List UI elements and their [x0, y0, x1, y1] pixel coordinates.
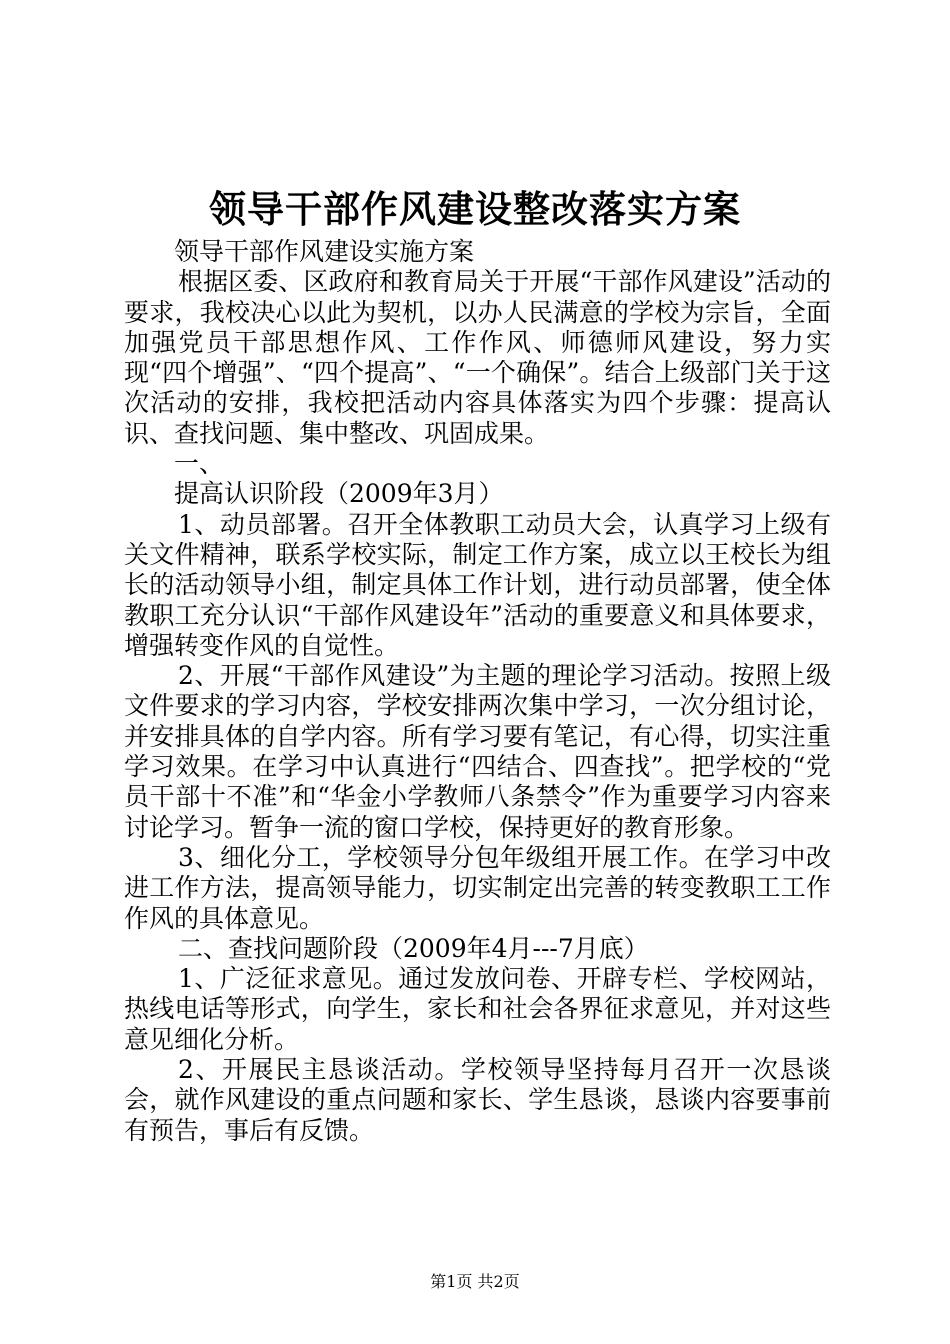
- paragraph-item-study: 2、开展“干部作风建设”为主题的理论学习活动。按照上级文件要求的学习内容，学校安排两次集中学习，一次分组讨论，并安排具体的自学内容。所有学习要有笔记，有心得，切实注重学习效果。在学习中认真进行“四结合、四查找”。把学校的“党员干部十不准”和“华金小学教师八条禁令”作为重要学习内容来讨论学习。暂争一流的窗口学校，保持更好的教育形象。: [124, 661, 831, 842]
- paragraph-item-dialogue: 2、开展民主恳谈活动。学校领导坚持每月召开一次恳谈会，就作风建设的重点问题和家长、学生恳谈，恳谈内容要事前有预告，事后有反馈。: [124, 1055, 831, 1145]
- paragraph-item-mobilize: 1、动员部署。召开全体教职工动员大会，认真学习上级有关文件精神，联系学校实际，制定工作方案，成立以王校长为组长的活动领导小组，制定具体工作计划，进行动员部署，使全体教职工充分认识“干部作风建设年”活动的重要意义和具体要求，增强转变作风的自觉性。: [124, 509, 831, 660]
- paragraph-section-one-heading: 提高认识阶段（2009年3月）: [174, 479, 504, 509]
- paragraph-section-two-heading: 二、查找问题阶段（2009年4月---7月底）: [178, 933, 649, 963]
- document-title: 领导干部作风建设整改落实方案: [209, 187, 741, 231]
- document-body: [124, 237, 831, 1146]
- paragraph-section-one-number: 一、: [174, 449, 225, 479]
- paragraph-intro: 根据区委、区政府和教育局关于开展“干部作风建设”活动的要求，我校决心以此为契机，以办人民满意的学校为宗旨，全面加强党员干部思想作风、工作作风、师德师风建设，努力实现“四个增强”、“四个提高”、“一个确保”。结合上级部门关于这次活动的安排，我校把活动内容具体落实为四个步骤：提高认识、查找问题、集中整改、巩固成果。: [124, 267, 831, 448]
- paragraph-subtitle: 领导干部作风建设实施方案: [174, 237, 475, 266]
- page-footer: 第1页 共2页: [430, 1272, 520, 1291]
- paragraph-item-division: 3、细化分工，学校领导分包年级组开展工作。在学习中改进工作方法，提高领导能力，切实制定出完善的转变教职工工作作风的具体意见。: [124, 842, 831, 933]
- paragraph-item-opinions: 1、广泛征求意见。通过发放问卷、开辟专栏、学校网站，热线电话等形式，向学生，家长和社会各界征求意见，并对这些意见细化分析。: [124, 964, 831, 1054]
